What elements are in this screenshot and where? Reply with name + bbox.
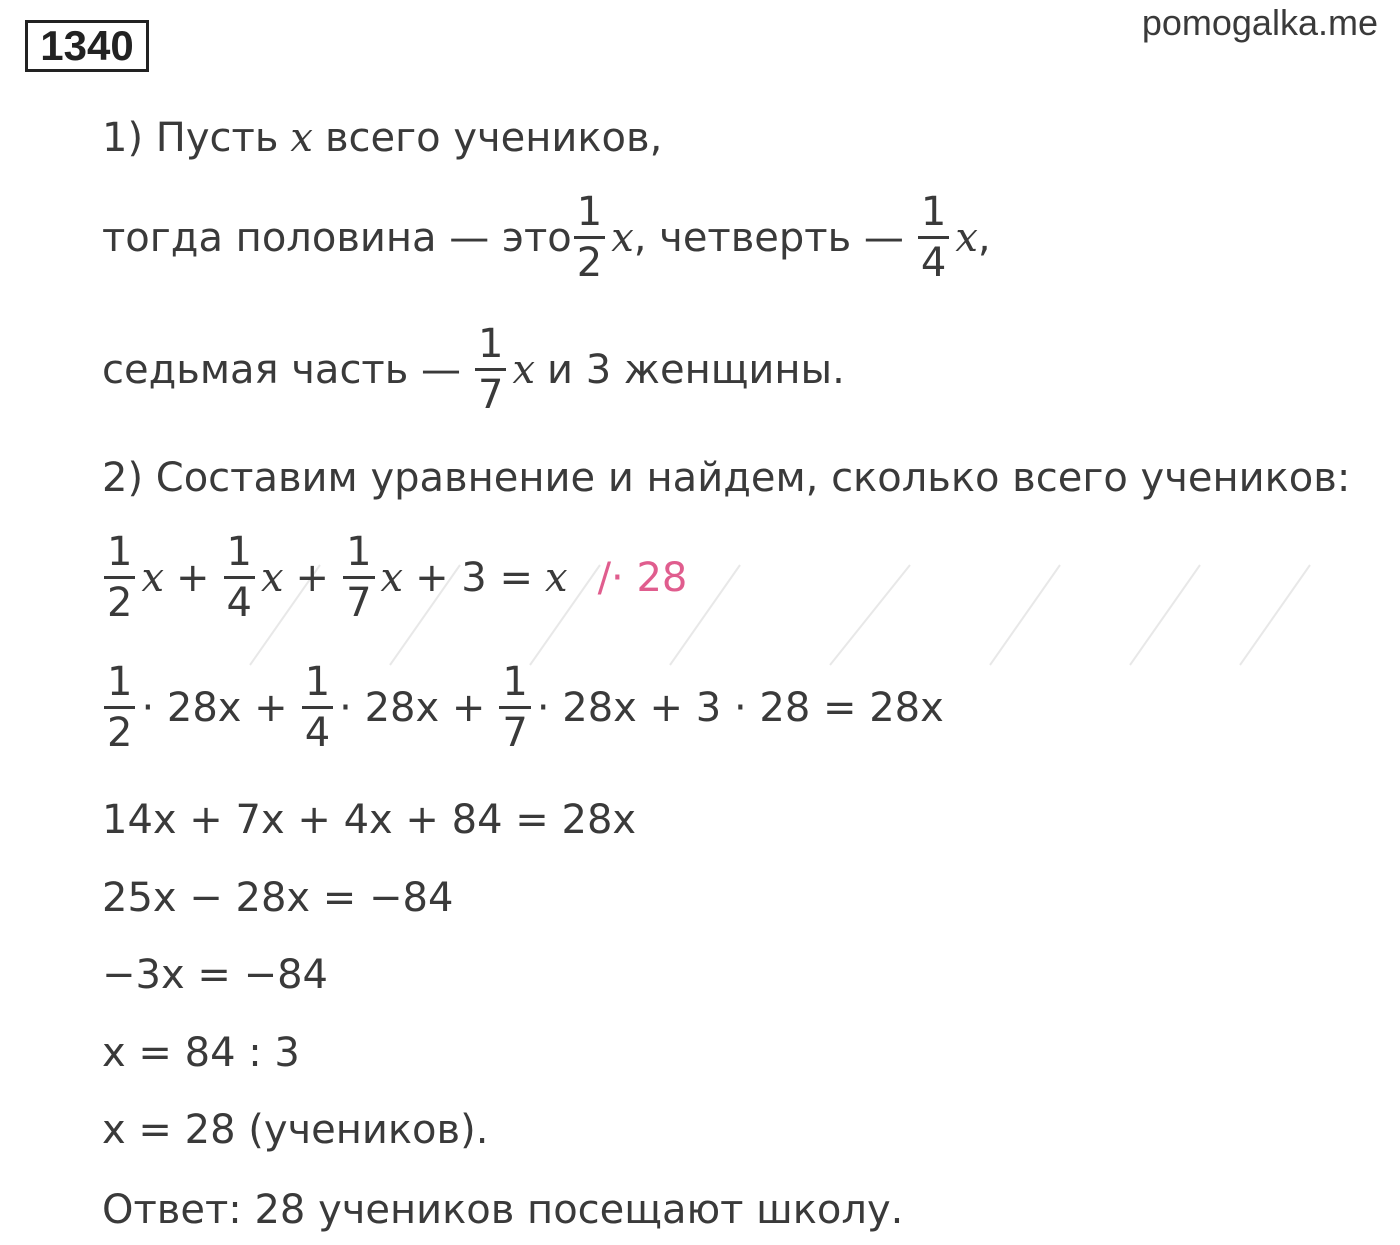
fraction-numerator: 1 [920, 189, 947, 235]
site-watermark-text: pomogalka.me [1141, 2, 1378, 43]
equation-6 [102, 1030, 300, 1076]
fraction-quarter [918, 189, 949, 286]
fraction-denominator: 4 [920, 240, 947, 286]
answer [102, 1187, 904, 1233]
step1-line1-prefix: 1) Пусть [102, 115, 279, 161]
fraction-numerator: 1 [576, 189, 603, 235]
fraction-seventh [499, 659, 530, 756]
fraction-numerator: 1 [226, 529, 252, 575]
problem-number: 1340 [25, 20, 149, 72]
variable-x: x [380, 554, 404, 601]
fraction-denominator: 2 [107, 580, 133, 626]
step1-line2 [102, 189, 991, 286]
fraction-seventh [475, 321, 506, 418]
variable-x: x [611, 214, 634, 261]
equation-2 [102, 659, 944, 756]
fraction-denominator: 4 [304, 710, 331, 756]
equation-1 [102, 529, 688, 626]
step1-line2-mid: , четверть — [633, 214, 904, 261]
fraction-numerator: 1 [502, 659, 528, 705]
equation-5-text: −3x = −84 [102, 952, 328, 998]
variable-x: x [955, 214, 978, 261]
step1-line2-end: , [977, 214, 991, 261]
fraction-numerator: 1 [304, 659, 331, 705]
variable-x: x [545, 554, 568, 601]
fraction-denominator: 7 [502, 710, 528, 756]
fraction-denominator: 7 [346, 580, 372, 626]
equation-2-part: · 28x + [141, 684, 288, 731]
fraction-denominator: 2 [107, 710, 133, 756]
step2-title-text: 2) Составим уравнение и найдем, сколько всего учеников: [102, 455, 1351, 501]
equation-2-part: · 28x + [339, 684, 486, 731]
step1-line1 [102, 115, 663, 161]
variable-x: x [290, 115, 313, 161]
fraction-denominator: 7 [478, 372, 504, 418]
fraction-numerator: 1 [107, 659, 133, 705]
fraction-quarter [302, 659, 333, 756]
fraction-half [574, 189, 605, 286]
multiplier-note: /· 28 [597, 554, 688, 601]
equation-3 [102, 797, 637, 843]
step1-line2-prefix: тогда половина — это [102, 214, 572, 261]
fraction-numerator: 1 [107, 529, 133, 575]
step1-line3 [102, 321, 845, 418]
equation-4 [102, 875, 454, 921]
equation-1-tail: + 3 = [415, 554, 533, 601]
equation-6-text: x = 84 : 3 [102, 1030, 300, 1076]
fraction-half [104, 659, 135, 756]
step1-line3-prefix: седьмая часть — [102, 346, 462, 393]
fraction-numerator: 1 [346, 529, 372, 575]
fraction-denominator: 4 [226, 580, 252, 626]
plus-sign: + [176, 554, 210, 601]
fraction-numerator: 1 [478, 321, 504, 367]
step2-title [102, 455, 1351, 501]
fraction-half [104, 529, 135, 626]
equation-5 [102, 952, 328, 998]
plus-sign: + [295, 554, 330, 601]
equation-3-text: 14x + 7x + 4x + 84 = 28x [102, 797, 637, 843]
equation-4-text: 25x − 28x = −84 [102, 875, 454, 921]
fraction-seventh [343, 529, 374, 626]
answer-text: Ответ: 28 учеников посещают школу. [102, 1187, 904, 1233]
fraction-quarter [224, 529, 255, 626]
equation-2-tail: · 28x + 3 · 28 = 28x [536, 684, 944, 731]
fraction-denominator: 2 [576, 240, 603, 286]
variable-x: x [512, 346, 536, 393]
equation-7 [102, 1107, 489, 1153]
variable-x: x [260, 554, 284, 601]
variable-x: x [141, 554, 165, 601]
step1-line3-suffix: и 3 женщины. [547, 346, 845, 393]
equation-7-text: x = 28 (учеников). [102, 1107, 489, 1153]
step1-line1-suffix: всего учеников, [324, 115, 663, 161]
